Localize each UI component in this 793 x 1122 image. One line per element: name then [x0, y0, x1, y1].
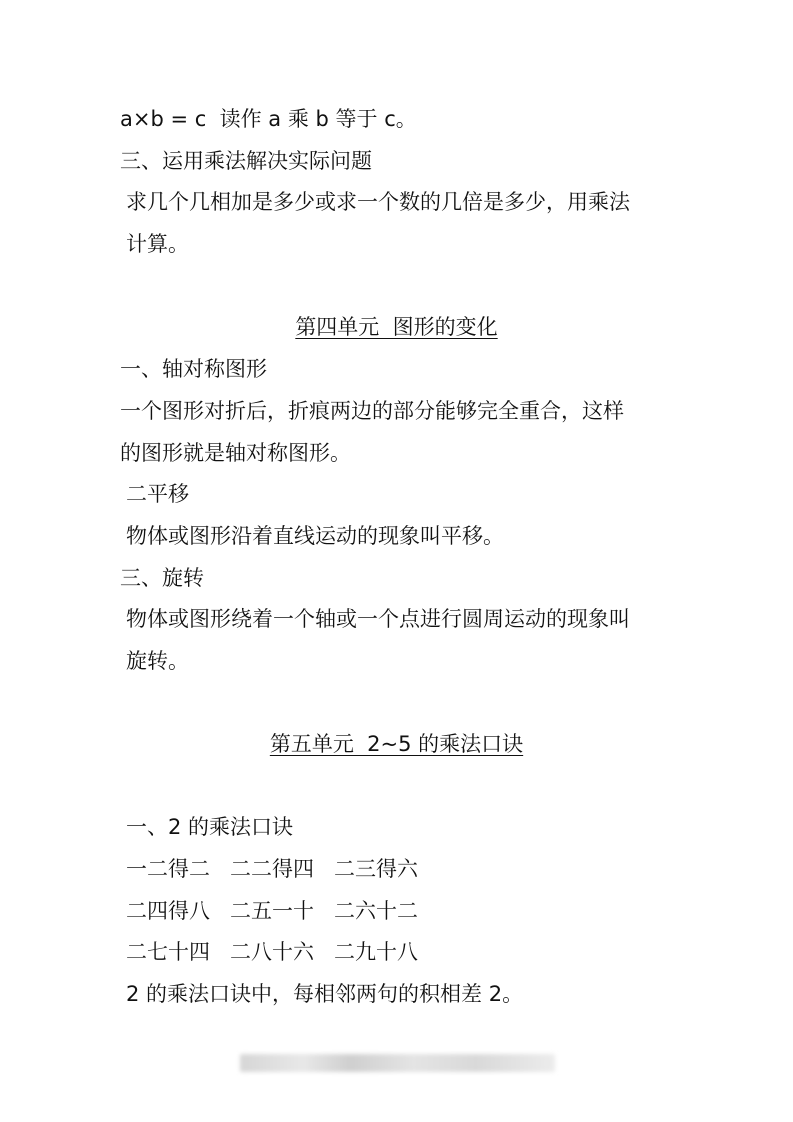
section-title-axial-symmetry: 一、轴对称图形	[120, 357, 267, 381]
blurred-footer	[240, 1054, 555, 1072]
paragraph-line: 旋转。	[126, 649, 189, 673]
paragraph-line: 物体或图形绕着一个轴或一个点进行圆周运动的现象叫	[126, 607, 630, 631]
times-table-row: 二七十四 二八十六 二九十八	[126, 940, 419, 964]
section-title-translation: 二平移	[126, 482, 189, 506]
section-title-times-table-2: 一、2 的乘法口诀	[126, 815, 294, 839]
unit4-heading: 第四单元 图形的变化	[295, 315, 498, 339]
paragraph-line: 计算。	[126, 232, 189, 256]
times-table-row: 一二得二 二二得四 二三得六	[126, 857, 419, 881]
paragraph-line: 求几个几相加是多少或求一个数的几倍是多少，用乘法	[126, 190, 630, 214]
section-title-apply-multiplication: 三、运用乘法解决实际问题	[120, 149, 372, 173]
paragraph-line: 的图形就是轴对称图形。	[120, 441, 351, 465]
paragraph-line: 一个图形对折后，折痕两边的部分能够完全重合，这样	[120, 399, 624, 423]
formula-line: a×b = c 读作 a 乘 b 等于 c。	[120, 107, 417, 131]
unit5-heading: 第五单元 2~5 的乘法口诀	[269, 732, 524, 756]
times-table-row: 二四得八 二五一十 二六十二	[126, 899, 419, 923]
paragraph-line: 2 的乘法口诀中，每相邻两句的积相差 2。	[126, 982, 524, 1006]
section-title-rotation: 三、旋转	[120, 566, 204, 590]
paragraph-line: 物体或图形沿着直线运动的现象叫平移。	[126, 524, 504, 548]
